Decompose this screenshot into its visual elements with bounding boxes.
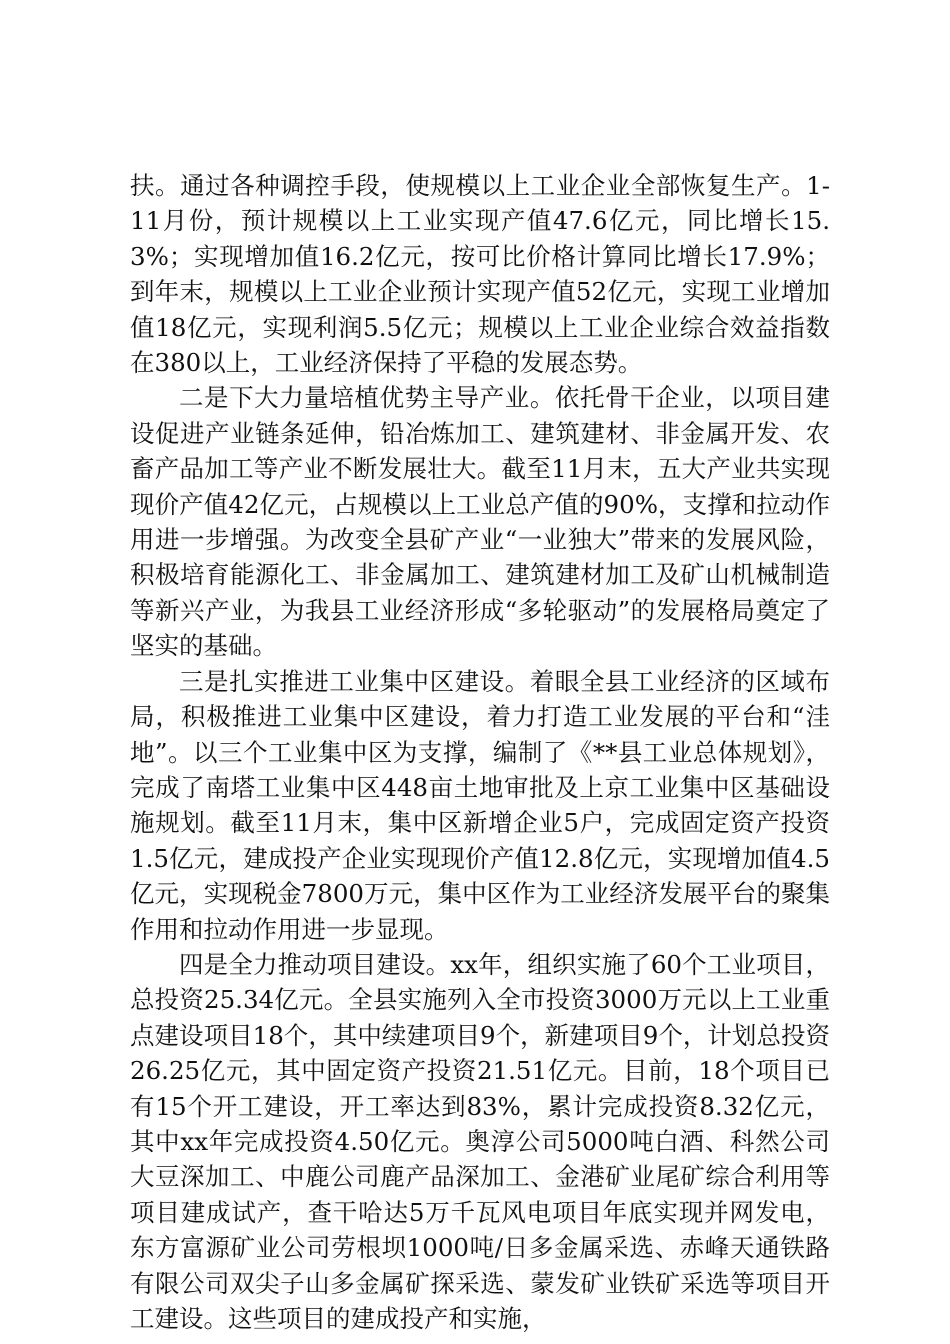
paragraph-project-construction: 四是全力推动项目建设。xx年，组织实施了60个工业项目，总投资25.34亿元。全县实施列入全市投资3000万元以上工业重点建设项目18个，其中续建项目9个，新建项目9个，计划总投资26.25亿元，其中固定资产投资21.51亿元。目前，18个项目已有15个开工建设，开工率达到83%，累计完成投资8.32亿元，其中xx年完成投资4.50亿元。奥淳公司5000吨白酒、科然公司大豆深加工、中鹿公司鹿产品深加工、金港矿业尾矿综合利用等项目建成试产，查干哈达5万千瓦风电项目年底实现并网发电，东方富源矿业公司劳根坝1000吨/日多金属采选、赤峰天通铁路有限公司双尖子山多金属矿探采选、蒙发矿业铁矿采选等项目开工建设。这些项目的建成投产和实施， bbox=[130, 949, 830, 1333]
paragraph-leading-industries: 二是下大力量培植优势主导产业。依托骨干企业，以项目建设促进产业链条延伸，铅冶炼加工、建筑建材、非金属开发、农畜产品加工等产业不断发展壮大。截至11月末，五大产业共实现现价产值42亿元，占规模以上工业总产值的90%，支撑和拉动作用进一步增强。为改变全县矿产业“一业独大”带来的发展风险，积极培育能源化工、非金属加工、建筑建材加工及矿山机械制造等新兴产业，为我县工业经济形成“多轮驱动”的发展格局奠定了坚实的基础。 bbox=[130, 383, 830, 661]
paragraph-production-recovery: 扶。通过各种调控手段，使规模以上工业企业全部恢复生产。1-11月份，预计规模以上工业实现产值47.6亿元，同比增长15.3%；实现增加值16.2亿元，按可比价格计算同比增长17.9%；到年末，规模以上工业企业预计实现产值52亿元，实现工业增加值18亿元，实现利润5.5亿元；规模以上工业企业综合效益指数在380以上，工业经济保持了平稳的发展态势。 bbox=[130, 171, 830, 378]
paragraph-industrial-zones: 三是扎实推进工业集中区建设。着眼全县工业经济的区域布局，积极推进工业集中区建设，着力打造工业发展的平台和“洼地”。以三个工业集中区为支撑，编制了《**县工业总体规划》，完成了南塔工业集中区448亩土地审批及上京工业集中区基础设施规划。截至11月末，集中区新增企业5户，完成固定资产投资1.5亿元，建成投产企业实现现价产值12.8亿元，实现增加值4.5亿元，实现税金7800万元，集中区作为工业经济发展平台的聚集作用和拉动作用进一步显现。 bbox=[130, 666, 830, 944]
document-page bbox=[130, 168, 830, 1336]
